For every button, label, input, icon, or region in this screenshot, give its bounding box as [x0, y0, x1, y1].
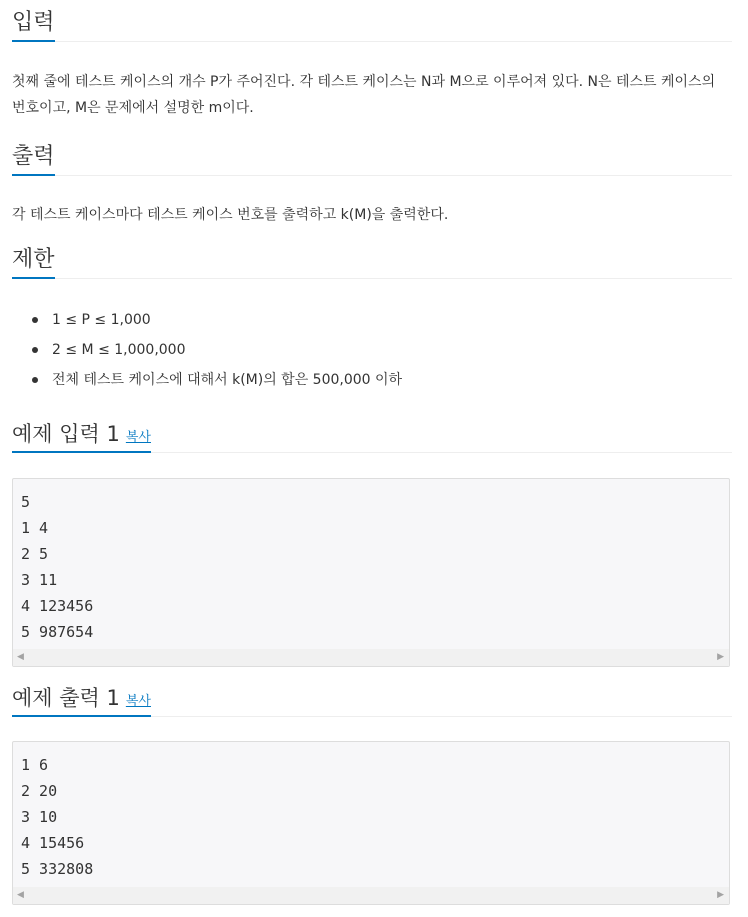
- sample-input-box[interactable]: [12, 478, 730, 667]
- horizontal-scrollbar[interactable]: [13, 887, 729, 904]
- divider: [12, 175, 732, 176]
- sample-output-header: [12, 670, 732, 717]
- divider: [12, 41, 732, 42]
- sample-input-header: [12, 406, 732, 453]
- bullet-icon: [32, 317, 38, 323]
- limit-text: 1 ≤ P ≤ 1,000: [52, 312, 151, 328]
- sample-output-heading: [12, 686, 151, 717]
- limits-heading: [12, 247, 55, 279]
- list-item: [52, 305, 732, 335]
- limit-text: 2 ≤ M ≤ 1,000,000: [52, 342, 186, 358]
- scroll-right-icon[interactable]: ▶: [717, 652, 724, 662]
- list-item: [52, 335, 732, 365]
- scroll-right-icon[interactable]: ▶: [717, 890, 724, 900]
- limit-text: 전체 테스트 케이스에 대해서 k(M)의 합은 500,000 이하: [52, 372, 403, 388]
- output-heading: [12, 144, 55, 176]
- output-heading-text: 출력: [12, 143, 55, 169]
- limits-section-header: [12, 232, 732, 279]
- sample-output-code[interactable]: 1 6 2 20 3 10 4 15456 5 332808: [21, 756, 94, 878]
- sample-input-heading-text: 예제 입력 1: [12, 421, 120, 446]
- output-section-header: [12, 130, 732, 176]
- bullet-icon: [32, 377, 38, 383]
- limits-heading-text: 제한: [12, 246, 55, 272]
- divider: [12, 278, 732, 279]
- sample-input-code[interactable]: 5 1 4 2 5 3 11 4 123456 5 987654: [21, 493, 94, 641]
- input-heading: [12, 10, 55, 42]
- copy-sample-output-link[interactable]: 복사: [125, 693, 151, 709]
- list-item: [52, 365, 732, 395]
- input-description: 첫째 줄에 테스트 케이스의 개수 P가 주어진다. 각 테스트 케이스는 N과 M으로 이루어져 있다. N은 테스트 케이스의 번호이고, M은 문제에서 설명한 m이다.: [12, 74, 716, 116]
- bullet-icon: [32, 347, 38, 353]
- scroll-left-icon[interactable]: ◀: [17, 890, 24, 900]
- copy-sample-input-link[interactable]: 복사: [125, 429, 151, 445]
- output-description: 각 테스트 케이스마다 테스트 케이스 번호를 출력하고 k(M)을 출력한다.: [12, 207, 449, 223]
- sample-output-box[interactable]: [12, 741, 730, 905]
- sample-output-heading-text: 예제 출력 1: [12, 685, 120, 710]
- input-section-header: [12, 0, 732, 42]
- scroll-left-icon[interactable]: ◀: [17, 652, 24, 662]
- input-heading-text: 입력: [12, 9, 55, 35]
- limits-list: [12, 305, 732, 395]
- horizontal-scrollbar[interactable]: [13, 649, 729, 666]
- sample-input-heading: [12, 422, 151, 453]
